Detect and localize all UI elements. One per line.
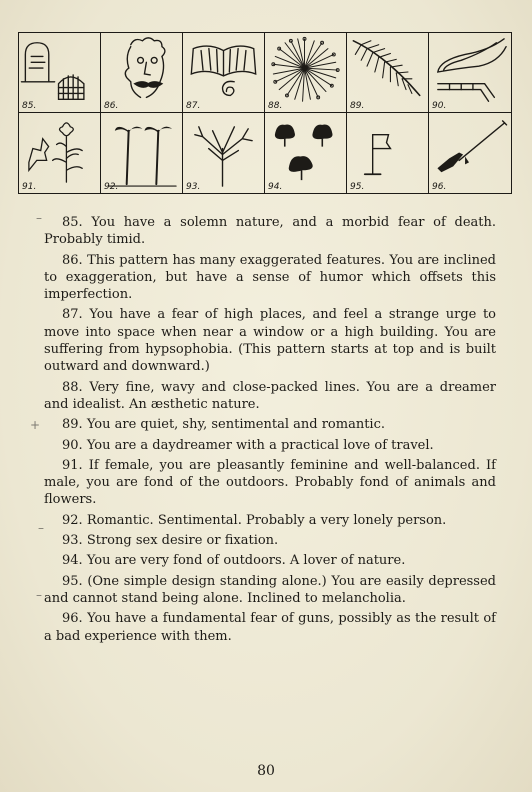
- bare-tree-icon: [183, 113, 264, 193]
- illustration-number: 87.: [186, 101, 201, 111]
- illustration-number: 96.: [432, 182, 447, 192]
- illustration-cell-92: [101, 113, 183, 193]
- illustration-cell-96: [429, 113, 511, 193]
- illustration-cell-95: [347, 113, 429, 193]
- illustration-cell-90: [429, 33, 511, 113]
- entry-90: [44, 437, 496, 454]
- entry-number: 92.: [62, 512, 83, 528]
- entry-86: [44, 252, 496, 304]
- entry-96: [44, 610, 496, 645]
- entry-text: Very fine, wavy and close-packed lines. You are a dreamer and idealist. An æsthetic nature.: [44, 379, 496, 412]
- pencil-dash-mark: –: [36, 588, 42, 602]
- entry-text: (One simple design standing alone.) You are easily depressed and cannot stand being alone. Inclined to melancholia.: [44, 573, 496, 606]
- illustration-cell-88: [265, 33, 347, 113]
- pencil-dash-mark: –: [36, 211, 42, 225]
- illustration-cell-86: [101, 33, 183, 113]
- entry-number: 87.: [62, 307, 83, 323]
- illustration-number: 86.: [104, 101, 119, 111]
- entry-text: You are a daydreamer with a practical love of travel.: [86, 437, 434, 453]
- entry-text: You have a fundamental fear of guns, possibly as the result of a bad experience with them.: [44, 611, 496, 644]
- illustration-grid: [18, 32, 512, 194]
- illustration-number: 89.: [350, 101, 365, 111]
- pencil-dash-mark: –: [38, 521, 44, 535]
- illustration-cell-93: [183, 113, 265, 193]
- three-trees-icon: [265, 113, 346, 193]
- entry-number: 94.: [62, 553, 83, 569]
- interpretation-text: [44, 214, 496, 648]
- entry-text: Romantic. Sentimental. Probably a very lonely person.: [86, 512, 447, 528]
- entry-text: You have a solemn nature, and a morbid fear of death. Probably timid.: [44, 215, 496, 248]
- entry-number: 85.: [62, 215, 83, 230]
- entry-number: 93.: [62, 533, 83, 549]
- entry-text: You are very fond of outdoors. A lover of nature.: [86, 553, 406, 569]
- entry-93: [44, 532, 496, 549]
- entry-text: You are quiet, shy, sentimental and romantic.: [86, 417, 386, 433]
- entry-text: Strong sex desire or fixation.: [86, 533, 279, 549]
- illustration-number: 91.: [22, 182, 37, 192]
- entry-87: [44, 306, 496, 375]
- illustration-cell-94: [265, 113, 347, 193]
- pencil-plus-mark: +: [30, 418, 41, 432]
- entry-number: 88.: [62, 379, 83, 395]
- flag-icon: [347, 113, 428, 193]
- entry-88: [44, 379, 496, 414]
- entry-91: [44, 457, 496, 509]
- illustration-cell-85: [19, 33, 101, 113]
- entry-text: You have a fear of high places, and feel a strange urge to move into space when near a window or a high building. You are suffering from hypsophobia. (This pattern starts at top and is built outward and downward.): [44, 307, 496, 375]
- entry-92: [44, 512, 496, 529]
- entry-number: 89.: [62, 417, 83, 433]
- entry-number: 91.: [62, 457, 83, 473]
- illustration-number: 94.: [268, 182, 283, 192]
- illustration-number: 90.: [432, 101, 447, 111]
- illustration-number: 92.: [104, 182, 119, 192]
- entry-number: 90.: [62, 437, 83, 453]
- entry-85: [44, 214, 496, 249]
- two-palm-trees-icon: [101, 113, 182, 193]
- entry-95: [44, 573, 496, 608]
- page-number: 80: [257, 763, 275, 779]
- illustration-number: 95.: [350, 182, 365, 192]
- rifle-icon: [429, 113, 511, 193]
- illustration-cell-89: [347, 33, 429, 113]
- illustration-number: 93.: [186, 182, 201, 192]
- entry-number: 95.: [62, 573, 83, 589]
- entry-text: This pattern has many exaggerated features. You are inclined to exaggeration, but have a sense of humor which offsets this imperfection.: [44, 252, 496, 303]
- entry-number: 86.: [62, 252, 83, 268]
- entry-89: [44, 416, 496, 433]
- illustration-cell-91: [19, 113, 101, 193]
- leaf-and-flower-icon: [19, 113, 100, 193]
- illustration-number: 85.: [22, 101, 37, 111]
- illustration-cell-87: [183, 33, 265, 113]
- entry-text: If female, you are pleasantly feminine and well-balanced. If male, you are fond of the outdoors. Probably fond of animals and flowers.: [44, 457, 496, 508]
- illustration-number: 88.: [268, 101, 283, 111]
- entry-number: 96.: [62, 611, 83, 627]
- entry-94: [44, 552, 496, 569]
